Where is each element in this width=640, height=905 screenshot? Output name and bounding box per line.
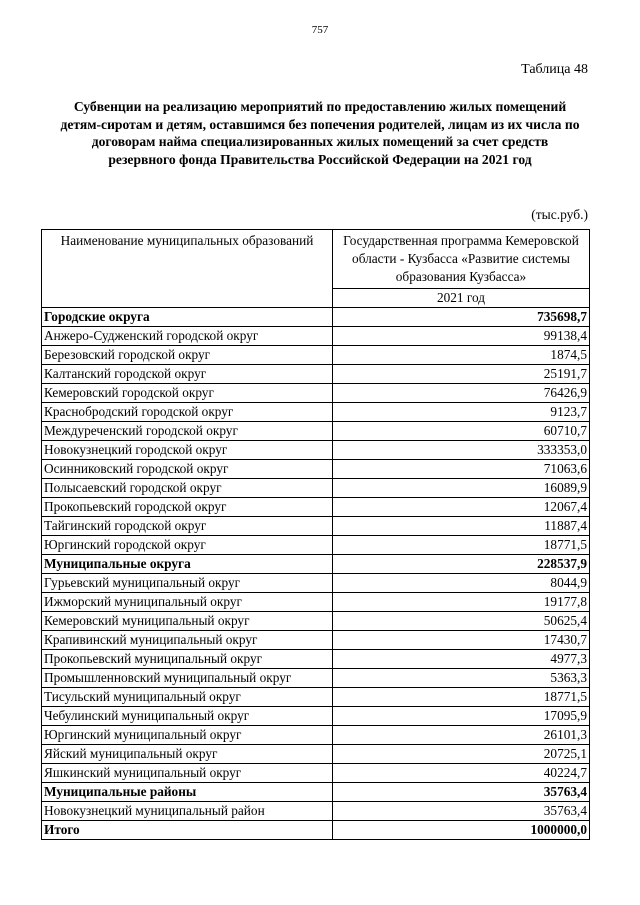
- title-line: детям-сиротам и детям, оставшимся без попечения родителей, лицам из их числа по: [60, 116, 580, 132]
- row-value: 35763,4: [333, 802, 590, 821]
- row-name: Городские округа: [42, 308, 333, 327]
- row-name: Итого: [42, 821, 333, 840]
- row-name: Полысаевский городской округ: [42, 479, 333, 498]
- row-value: 76426,9: [333, 384, 590, 403]
- row-value: 333353,0: [333, 441, 590, 460]
- row-name: Крапивинский муниципальный округ: [42, 631, 333, 650]
- row-name: Чебулинский муниципальный округ: [42, 707, 333, 726]
- table-row: [42, 517, 590, 536]
- row-name: Тисульский муниципальный округ: [42, 688, 333, 707]
- table-row: [42, 612, 590, 631]
- row-value: 20725,1: [333, 745, 590, 764]
- row-value: 228537,9: [333, 555, 590, 574]
- row-name: Калтанский городской округ: [42, 365, 333, 384]
- document-title: [40, 98, 600, 168]
- table-header-row: [42, 230, 590, 289]
- table-row: [42, 460, 590, 479]
- header-name-column: Наименование муниципальных образований: [42, 230, 333, 308]
- row-value: 735698,7: [333, 308, 590, 327]
- table-row: [42, 802, 590, 821]
- table-row: [42, 593, 590, 612]
- row-name: Гурьевский муниципальный округ: [42, 574, 333, 593]
- table-group-row: [42, 821, 590, 840]
- row-value: 1874,5: [333, 346, 590, 365]
- row-value: 35763,4: [333, 783, 590, 802]
- row-value: 17095,9: [333, 707, 590, 726]
- table-group-row: [42, 308, 590, 327]
- table-row: [42, 403, 590, 422]
- table-row: [42, 650, 590, 669]
- table-row: [42, 365, 590, 384]
- row-name: Березовский городской округ: [42, 346, 333, 365]
- title-line: резервного фонда Правительства Российской Федерации на 2021 год: [108, 151, 532, 167]
- row-name: Кемеровский муниципальный округ: [42, 612, 333, 631]
- row-value: 11887,4: [333, 517, 590, 536]
- row-name: Анжеро-Судженский городской округ: [42, 327, 333, 346]
- table-row: [42, 688, 590, 707]
- row-name: Прокопьевский городской округ: [42, 498, 333, 517]
- row-name: Новокузнецкий городской округ: [42, 441, 333, 460]
- table-row: [42, 441, 590, 460]
- page-number: 757: [311, 24, 329, 36]
- table-number: Таблица 48: [521, 62, 588, 77]
- subsidy-table: [41, 229, 590, 840]
- row-name: Тайгинский городской округ: [42, 517, 333, 536]
- row-value: 25191,7: [333, 365, 590, 384]
- table-row: [42, 574, 590, 593]
- row-value: 19177,8: [333, 593, 590, 612]
- row-value: 26101,3: [333, 726, 590, 745]
- row-value: 17430,7: [333, 631, 590, 650]
- table-row: [42, 536, 590, 555]
- row-value: 12067,4: [333, 498, 590, 517]
- row-value: 9123,7: [333, 403, 590, 422]
- row-name: Прокопьевский муниципальный округ: [42, 650, 333, 669]
- table-group-row: [42, 555, 590, 574]
- row-name: Муниципальные округа: [42, 555, 333, 574]
- row-name: Осинниковский городской округ: [42, 460, 333, 479]
- table-row: [42, 726, 590, 745]
- table-row: [42, 707, 590, 726]
- table-row: [42, 631, 590, 650]
- row-value: 50625,4: [333, 612, 590, 631]
- row-value: 60710,7: [333, 422, 590, 441]
- row-value: 40224,7: [333, 764, 590, 783]
- row-name: Муниципальные районы: [42, 783, 333, 802]
- row-name: Междуреченский городской округ: [42, 422, 333, 441]
- row-name: Новокузнецкий муниципальный район: [42, 802, 333, 821]
- row-name: Юргинский городской округ: [42, 536, 333, 555]
- table-row: [42, 422, 590, 441]
- row-value: 5363,3: [333, 669, 590, 688]
- table-row: [42, 384, 590, 403]
- title-line: Субвенции на реализацию мероприятий по предоставлению жилых помещений: [73, 99, 567, 114]
- row-value: 1000000,0: [333, 821, 590, 840]
- table-group-row: [42, 783, 590, 802]
- row-value: 4977,3: [333, 650, 590, 669]
- row-value: 18771,5: [333, 688, 590, 707]
- row-name: Яйский муниципальный округ: [42, 745, 333, 764]
- row-value: 99138,4: [333, 327, 590, 346]
- row-name: Промышленновский муниципальный округ: [42, 669, 333, 688]
- title-line: договорам найма специализированных жилых помещений за счет средств: [91, 134, 549, 149]
- row-name: Яшкинский муниципальный округ: [42, 764, 333, 783]
- header-program-column: Государственная программа Кемеровской области - Кузбасса «Развитие системы образования Кузбасса»: [333, 230, 590, 289]
- header-year-column: 2021 год: [333, 289, 590, 308]
- table-row: [42, 479, 590, 498]
- units-label: (тыс.руб.): [531, 207, 588, 222]
- row-value: 18771,5: [333, 536, 590, 555]
- row-value: 8044,9: [333, 574, 590, 593]
- table-row: [42, 669, 590, 688]
- row-name: Краснобродский городской округ: [42, 403, 333, 422]
- row-name: Кемеровский городской округ: [42, 384, 333, 403]
- row-value: 16089,9: [333, 479, 590, 498]
- table-row: [42, 745, 590, 764]
- row-value: 71063,6: [333, 460, 590, 479]
- table-row: [42, 346, 590, 365]
- table-row: [42, 498, 590, 517]
- table-row: [42, 327, 590, 346]
- table-row: [42, 764, 590, 783]
- row-name: Юргинский муниципальный округ: [42, 726, 333, 745]
- row-name: Ижморский муниципальный округ: [42, 593, 333, 612]
